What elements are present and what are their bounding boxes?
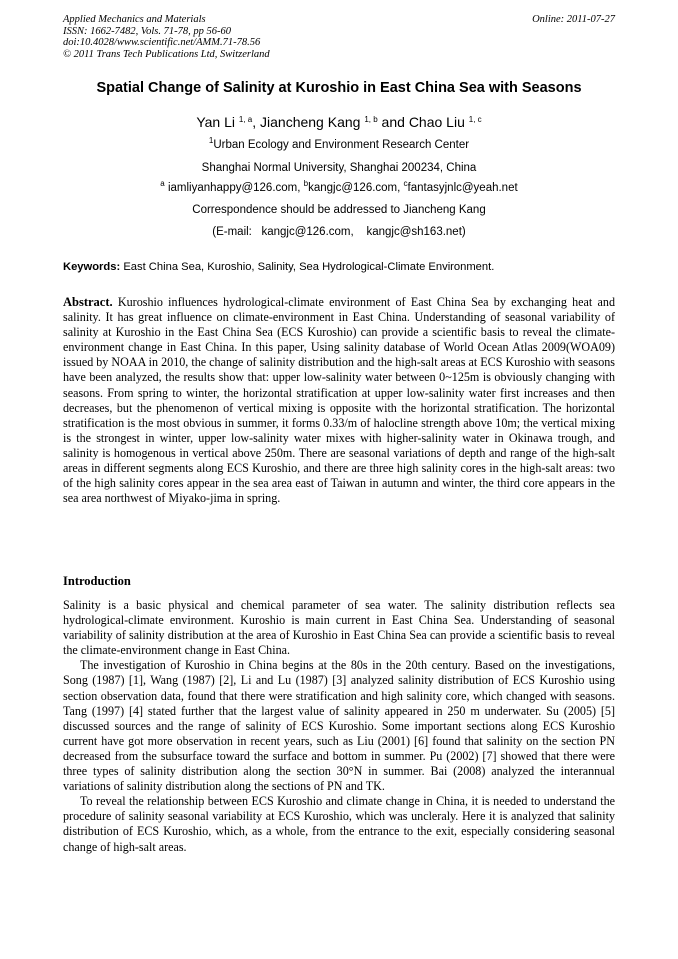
author-superscript: 1, b <box>364 115 378 124</box>
affiliation-line-2: Shanghai Normal University, Shanghai 200234, China <box>201 162 477 174</box>
author-name: Jiancheng Kang <box>260 114 361 130</box>
abstract-text: Kuroshio influences hydrological-climate environment of East China Sea by exchanging heat and salinity. It has great influence on climate-environment in East China. Understanding of seasonal variability of salinity at Kuroshio in the East China Sea (ECS Kuroshio) can provide a scientific basis to reveal the climate-environment change in East China. In this paper, Using salinity database of World Ocean Atlas 2009(WOA09) issued by NOAA in 2010, the change of salinity distribution and the high-salt areas at ECS Kuroshio with seasons have been analyzed, the results show that: upper low-salinity water between 0~125m is obviously changing with seasons. From spring to winter, the horizontal stratification at upper low-salinity water first increases and then decreases, but the phenomenon of vertical mixing is opposite with the horizontal stratification. The horizontal stratification is the most obvious in summer, it forms 0.33/m of halocline strength above 10m; the vertical mixing is the strongest in winter, upper low-salinity water mixes with higher-salinity water in Okinawa trough, and salinity is homogenous in vertical above 250m. There are seasonal variations of depth and range of the high-salt areas in different segments along ECS Kuroshio, and there are three high salinity cores in the high-salt areas: two of the high salinity cores appear in the sea area east of Taiwan in autumn and winter, the third core appears in the sea area northwest of Miyako-jima in spring. <box>63 295 615 506</box>
author-separator: and <box>377 114 409 130</box>
author-separator: , <box>252 114 261 130</box>
author-list <box>40 114 638 130</box>
keywords <box>63 261 615 273</box>
abstract-label: Abstract. <box>63 295 113 309</box>
section-heading-introduction: Introduction <box>63 574 131 588</box>
introduction-body <box>63 598 615 855</box>
author-emails <box>40 179 638 194</box>
email-b: kangjc@126.com, <box>308 182 401 194</box>
abstract <box>63 295 615 506</box>
correspondence-emails: (E-mail: kangjc@126.com, kangjc@sh163.net) <box>212 226 466 238</box>
journal-name: Applied Mechanics and Materials <box>63 14 206 25</box>
paragraph: The investigation of Kuroshio in China begins at the 80s in the 20th century. Based on the investigations, Song (1987) [1], Wang (1987) [2], Li and Lu (1987) [3] analyzed salinity distribution of ECS Kuroshio using section observation data, found that there were stratification and high salinity core, which changed with seasons. Tang (1997) [4] stated further that the largest value of salinity appeared in 250 m underwater. Su (2005) [5] discussed sources and the range of salinity of ECS Kuroshio. Some important sections along ECS Kuroshio current have got more observation in recent years, such as Liu (2001) [6] found that salinity on the section PN decreased from the subsurface toward the surface and bottom in summer. Pu (2002) [7] showed that there were three types of salinity distribution along the section 30°N in summer. Bai (2008) analyzed the interannual variations of salinity distribution along the sections of PN and TK. <box>63 658 615 794</box>
affiliation-line-1 <box>40 136 638 151</box>
journal-issn: ISSN: 1662-7482, Vols. 71-78, pp 56-60 <box>63 25 231 37</box>
email-c: fantasyjnlc@yeah.net <box>407 182 518 194</box>
paper-title: Spatial Change of Salinity at Kuroshio in East China Sea with Seasons <box>96 80 582 96</box>
paragraph: Salinity is a basic physical and chemical parameter of sea water. The salinity distribution reflects sea hydrological-climate environment. Kuroshio is main current in East China Sea. Understanding of seasonal variability of salinity distribution at the area of Kuroshio in East China Sea can provide a scientific basis to reveal the climate-environment change in East China. <box>63 598 615 658</box>
email-superscript: c <box>403 179 408 188</box>
author-superscript: 1, a <box>238 115 253 124</box>
keywords-text: East China Sea, Kuroshio, Salinity, Sea Hydrological-Climate Environment. <box>123 261 495 273</box>
email-superscript: a <box>160 179 165 188</box>
affiliation-text: Urban Ecology and Environment Research Center <box>213 139 470 151</box>
paragraph: To reveal the relationship between ECS Kuroshio and climate change in China, it is needed to understand the procedure of salinity seasonal variability at ECS Kuroshio, which was uncleraly. Here it is analyzed that salinity distribution of ECS Kuroshio, which, as a whole, from the entrance to the exit, especially considering seasonal change of high-salt areas. <box>63 794 615 854</box>
keywords-label: Keywords: <box>63 261 121 273</box>
email-a: iamliyanhappy@126.com, <box>167 182 301 194</box>
author-name: Chao Liu <box>408 114 465 130</box>
journal-doi: doi:10.4028/www.scientific.net/AMM.71-78.56 <box>63 37 261 48</box>
journal-copyright: © 2011 Trans Tech Publications Ltd, Switzerland <box>63 48 270 60</box>
author-superscript: 1, c <box>468 115 482 124</box>
correspondence-note: Correspondence should be addressed to Jiancheng Kang <box>192 204 486 216</box>
online-date: Online: 2011-07-27 <box>532 14 615 25</box>
email-superscript: b <box>303 179 309 188</box>
journal-header <box>63 14 615 60</box>
affiliation-superscript: 1 <box>208 136 214 145</box>
author-name: Yan Li <box>196 114 235 130</box>
